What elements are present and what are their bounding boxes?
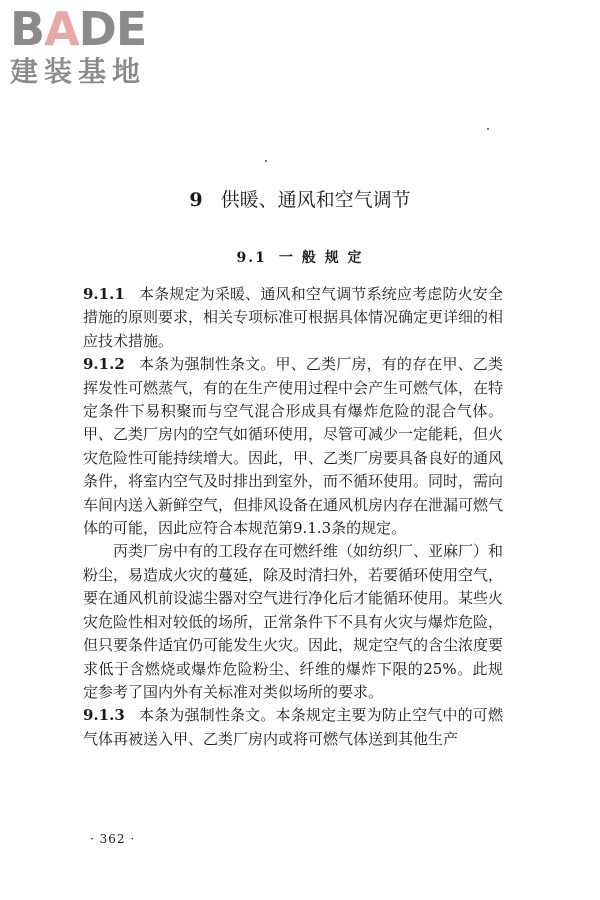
- paragraph-9-1-2: [83, 353, 503, 540]
- section-title: [0, 247, 600, 267]
- clause-number: 9.1.2: [83, 355, 125, 374]
- logo-wordmark: BADE: [10, 2, 147, 56]
- clause-number: 9.1.1: [83, 285, 125, 303]
- chapter-name: 供暖、通风和空气调节: [220, 189, 411, 211]
- paragraph-text: 本条为强制性条文。本条规定主要为防止空气中的可燃气体再被送入甲、乙类厂房内或将可燃气体送到其他生产: [83, 706, 503, 748]
- scan-speck: [487, 128, 489, 130]
- paragraph-text: 本条为强制性条文。甲、乙类厂房，有的存在甲、乙类挥发性可燃蒸气，有的在生产使用过程中会产生可燃气体，在特定条件下易积聚而与空气混合形成具有爆炸危险的混合气体。甲、乙类厂房内的空气如循环使用，尽管可减少一定能耗，但火灾危险性可能持续增大。因此，甲、乙类厂房要具备良好的通风条件，将室内空气及时排出到室外，而不循环使用。同时，需向车间内送入新鲜空气，但排风设备在通风机房内存在泄漏可燃气体的可能，因此应符合本规范第9.1.3条的规定。: [83, 355, 504, 538]
- body-text: [83, 283, 503, 751]
- logo-subtitle: 建装基地: [10, 55, 147, 88]
- section-name: 一 般 规 定: [278, 250, 364, 266]
- paragraph-9-1-1: [83, 283, 503, 353]
- paragraph-text: 本条规定为采暖、通风和空气调节系统应考虑防火安全措施的原则要求，相关专项标准可根据具体情况确定更详细的相应技术措施。: [83, 285, 504, 350]
- chapter-title: [0, 185, 600, 212]
- scan-speck: [265, 160, 267, 162]
- clause-number: 9.1.3: [83, 706, 125, 725]
- bade-logo: [10, 2, 180, 90]
- section-number: 9.1: [236, 250, 267, 266]
- page-number: · 362 ·: [90, 832, 136, 846]
- paragraph-9-1-2-continued: [83, 540, 503, 704]
- paragraph-9-1-3: [83, 704, 503, 751]
- chapter-number: 9: [189, 189, 203, 211]
- paragraph-text: 丙类厂房中有的工段存在可燃纤维（如纺织厂、亚麻厂）和粉尘，易造成火灾的蔓延，除及时清扫外，若要循环使用空气，要在通风机前设滤尘器对空气进行净化后才能循环使用。某些火灾危险性相对较低的场所，正常条件下不具有火灾与爆炸危险，但只要条件适宜仍可能发生火灾。因此，规定空气的含尘浓度要求低于含燃烧或爆炸危险粉尘、纤维的爆炸下限的25%。此规定参考了国内外有关标准对类似场所的要求。: [83, 542, 504, 701]
